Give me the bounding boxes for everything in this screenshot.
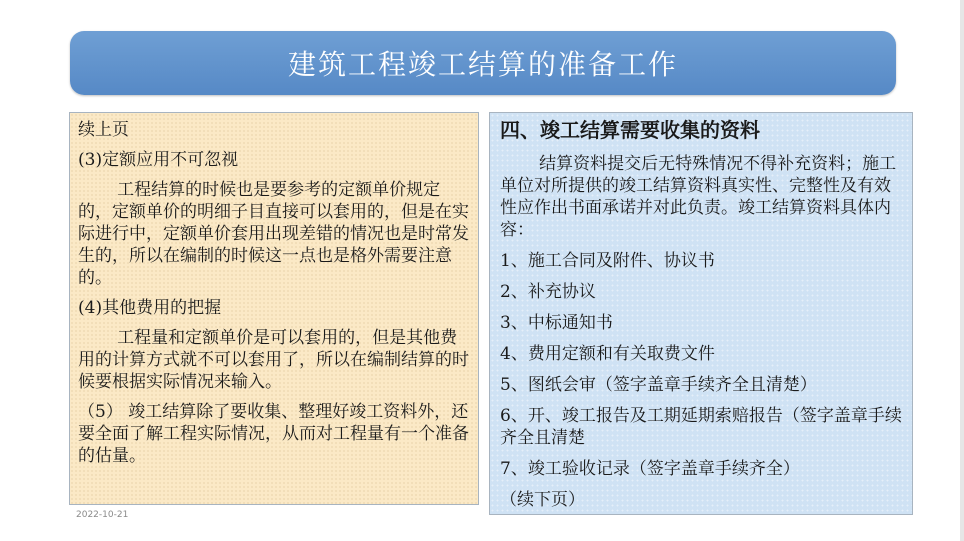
left-text-panel bbox=[69, 112, 479, 505]
section-5-body: （5） 竣工结算除了要收集、整理好竣工资料外，还要全面了解工程实际情况，从而对工程量有一个准备的估量。 bbox=[78, 402, 469, 466]
list-item: 7、竣工验收记录（签字盖章手续齐全） bbox=[500, 459, 800, 479]
materials-list bbox=[500, 250, 904, 511]
materials-intro: 结算资料提交后无特殊情况不得补充资料；施工单位对所提供的竣工结算资料真实性、完整性及有效性应作出书面承诺并对此负责。竣工结算资料具体内容： bbox=[500, 154, 897, 240]
slide-title: 建筑工程竣工结算的准备工作 bbox=[287, 48, 678, 81]
right-text-panel bbox=[489, 112, 913, 515]
list-item: 1、施工合同及附件、协议书 bbox=[500, 251, 715, 271]
list-item: 6、开、竣工报告及工期延期索赔报告（签字盖章手续齐全且清楚 bbox=[500, 406, 902, 448]
section-4-title: (4)其他费用的把握 bbox=[78, 298, 222, 318]
materials-heading: 四、竣工结算需要收集的资料 bbox=[500, 118, 760, 142]
list-item: 2、补充协议 bbox=[500, 282, 596, 302]
section-4-body: 工程量和定额单价是可以套用的，但是其他费用的计算方式就不可以套用了，所以在编制结算的时候要根据实际情况来输入。 bbox=[78, 328, 469, 392]
slide-date: 2022-10-21 bbox=[76, 510, 129, 520]
list-item: 4、费用定额和有关取费文件 bbox=[500, 344, 715, 364]
title-banner bbox=[70, 31, 896, 95]
section-3-body: 工程结算的时候也是要参考的定额单价规定的，定额单价的明细子目直接可以套用的，但是在实际进行中，定额单价套用出现差错的情况也是时常发生的，所以在编制的时候这一点也是格外需要注意的。 bbox=[78, 180, 469, 288]
continued-label: 续上页 bbox=[78, 120, 129, 140]
slide-edge-divider bbox=[960, 0, 964, 541]
list-item: 5、图纸会审（签字盖章手续齐全且清楚） bbox=[500, 375, 817, 395]
section-3-title: (3)定额应用不可忽视 bbox=[78, 150, 239, 170]
continued-next-label: （续下页） bbox=[500, 490, 585, 510]
list-item: 3、中标通知书 bbox=[500, 313, 613, 333]
